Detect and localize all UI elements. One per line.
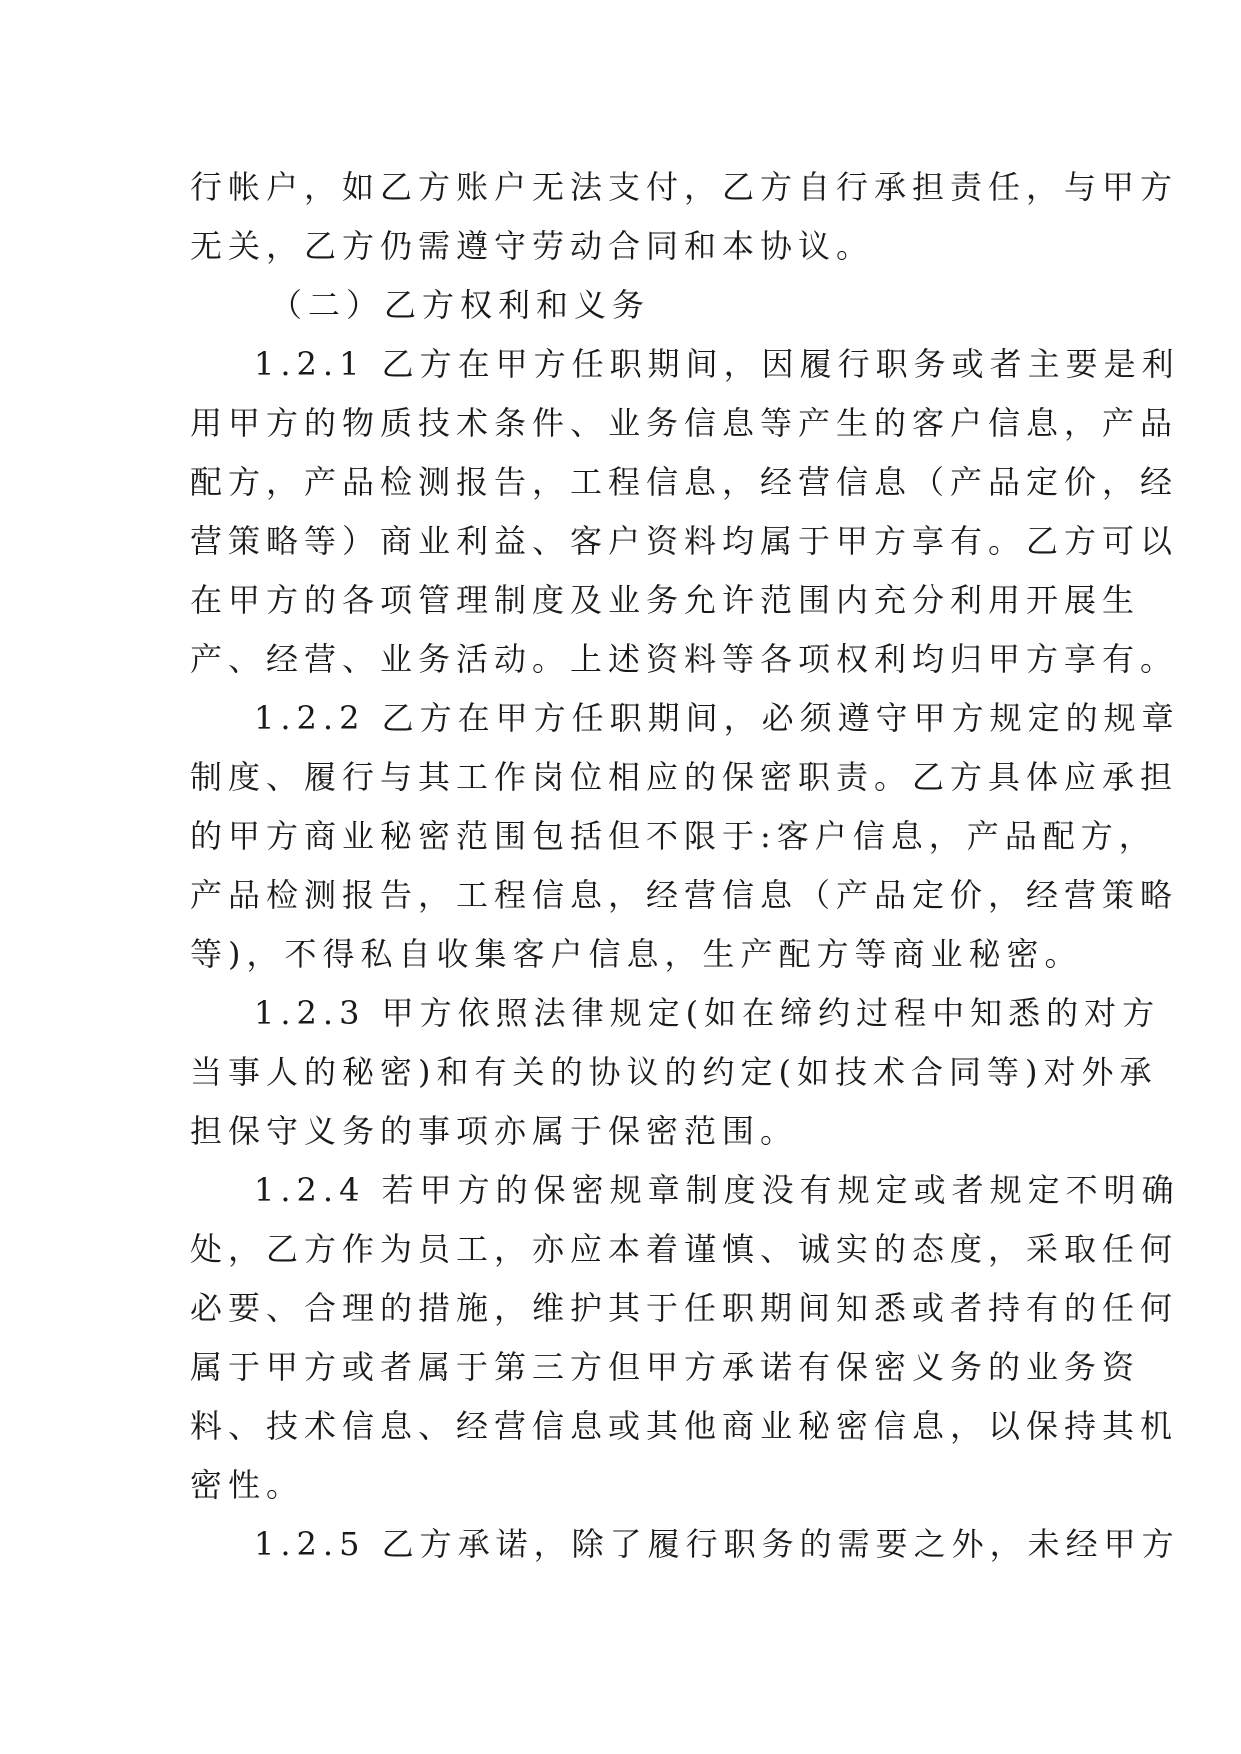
text-line: 制度、履行与其工作岗位相应的保密职责。乙方具体应承担 bbox=[190, 758, 1179, 796]
section-heading: （二）乙方权利和义务 bbox=[270, 286, 651, 324]
clause-1-2-1-start: 1.2.1 乙方在甲方任职期间，因履行职务或者主要是利 bbox=[254, 345, 1180, 383]
text-line: 担保守义务的事项亦属于保密范围。 bbox=[190, 1112, 799, 1150]
text-line: 密性。 bbox=[190, 1466, 305, 1504]
text-line: 料、技术信息、经营信息或其他商业秘密信息，以保持其机 bbox=[190, 1407, 1179, 1445]
text-line: 营策略等）商业利益、客户资料均属于甲方享有。乙方可以 bbox=[190, 522, 1179, 560]
text-line: 产、经营、业务活动。上述资料等各项权利均归甲方享有。 bbox=[190, 640, 1179, 678]
text-line: 处，乙方作为员工，亦应本着谨慎、诚实的态度，采取任何 bbox=[190, 1230, 1179, 1268]
text-line: 等)，不得私自收集客户信息，生产配方等商业秘密。 bbox=[190, 935, 1083, 973]
clause-1-2-4-start: 1.2.4 若甲方的保密规章制度没有规定或者规定不明确 bbox=[254, 1171, 1180, 1209]
text-line: 必要、合理的措施，维护其于任职期间知悉或者持有的任何 bbox=[190, 1289, 1179, 1327]
clause-1-2-5-start: 1.2.5 乙方承诺，除了履行职务的需要之外，未经甲方 bbox=[254, 1525, 1180, 1563]
text-line: 配方，产品检测报告，工程信息，经营信息（产品定价，经 bbox=[190, 463, 1179, 501]
text-line: 在甲方的各项管理制度及业务允许范围内充分利用开展生 bbox=[190, 581, 1141, 619]
document-body bbox=[190, 158, 1180, 1574]
clause-1-2-3-start: 1.2.3 甲方依照法律规定(如在缔约过程中知悉的对方 bbox=[254, 994, 1161, 1032]
text-line: 属于甲方或者属于第三方但甲方承诺有保密义务的业务资 bbox=[190, 1348, 1141, 1386]
text-line: 行帐户，如乙方账户无法支付，乙方自行承担责任，与甲方 bbox=[190, 168, 1179, 206]
text-line: 的甲方商业秘密范围包括但不限于:客户信息，产品配方， bbox=[190, 817, 1157, 855]
text-line: 无关，乙方仍需遵守劳动合同和本协议。 bbox=[190, 227, 875, 265]
text-line: 当事人的秘密)和有关的协议的约定(如技术合同等)对外承 bbox=[190, 1053, 1158, 1091]
text-line: 用甲方的物质技术条件、业务信息等产生的客户信息，产品 bbox=[190, 404, 1179, 442]
clause-1-2-2-start: 1.2.2 乙方在甲方任职期间，必须遵守甲方规定的规章 bbox=[254, 699, 1180, 737]
text-line: 产品检测报告，工程信息，经营信息（产品定价，经营策略 bbox=[190, 876, 1179, 914]
